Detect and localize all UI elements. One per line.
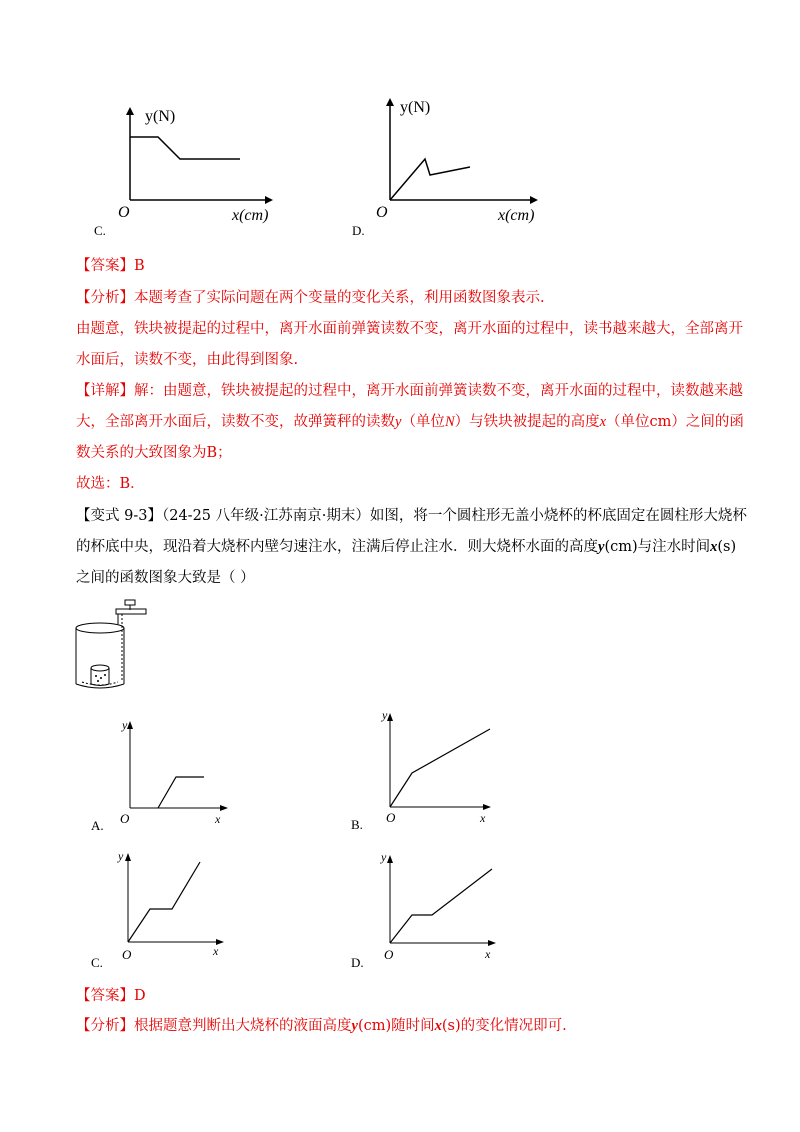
- question-line-3: 之间的函数图象大致是（ ）: [76, 570, 255, 586]
- x-axis-label: x(cm): [498, 207, 535, 224]
- var-x: x: [710, 539, 718, 555]
- detail-text: （单位cm）之间的函: [606, 414, 744, 430]
- x-axis-label: x: [213, 944, 219, 958]
- answer-line-2: [76, 986, 146, 1006]
- choice-line: 故选：B．: [76, 476, 145, 492]
- analysis-tag: 【分析】: [76, 290, 134, 306]
- y-axis-label: y: [118, 849, 124, 863]
- analysis-line-q2: [76, 1016, 567, 1036]
- option-label: D.: [352, 223, 365, 238]
- origin-label: O: [118, 204, 130, 221]
- analysis-line-3: 水面后，读数不变，由此得到图象.: [76, 352, 299, 368]
- y-axis-label: y: [381, 850, 387, 864]
- question-source: （24-25 八年级·江苏南京·期末）: [161, 508, 370, 524]
- origin-label: O: [120, 811, 130, 826]
- origin-label: O: [376, 204, 388, 221]
- answer-value: D: [134, 988, 146, 1004]
- var-n: N: [444, 414, 455, 430]
- question-line-1: [76, 506, 747, 526]
- option-label: C.: [94, 223, 106, 238]
- x-axis-label: x: [215, 812, 221, 826]
- question-text: (cm)与注水时间: [604, 539, 711, 555]
- graph-c-prev: [90, 95, 290, 245]
- analysis-text: 本题考查了实际问题在两个变量的变化关系，利用函数图象表示.: [134, 290, 545, 306]
- origin-label: O: [122, 947, 132, 962]
- y-axis-label: y(N): [145, 108, 176, 125]
- question-text: (s): [717, 539, 737, 555]
- analysis-text: (cm)随时间: [357, 1018, 435, 1034]
- origin-label: O: [384, 947, 394, 962]
- x-axis-label: x(cm): [232, 207, 269, 224]
- analysis-text: 根据题意判断出大烧杯的液面高度: [134, 1018, 352, 1034]
- detail-tag: 【详解】: [76, 383, 134, 399]
- detail-text: 大，全部离开水面后，读数不变，故弹簧秤的读数: [76, 414, 395, 430]
- x-axis-label: x: [480, 811, 486, 825]
- var-y: y: [351, 1018, 358, 1034]
- answer-tag: 【答案】: [76, 258, 134, 274]
- origin-label: O: [386, 810, 396, 825]
- detail-line-3: 数关系的大致图象为B；: [76, 445, 232, 461]
- question-tag: 【变式 9-3】: [76, 508, 162, 524]
- var-y: y: [395, 414, 402, 430]
- question-text: 如图，将一个圆柱形无盖小烧杯的杯底固定在圆柱形大烧杯: [369, 508, 747, 524]
- analysis-line-1: [76, 288, 545, 308]
- option-label: D.: [351, 955, 364, 970]
- y-axis-label: y: [122, 718, 128, 732]
- option-label: C.: [91, 955, 103, 970]
- var-y: y: [598, 539, 605, 555]
- analysis-tag: 【分析】: [76, 1018, 134, 1034]
- var-x: x: [599, 414, 607, 430]
- beaker-figure: [70, 596, 160, 696]
- option-label: A.: [91, 818, 104, 833]
- option-a-graph: [88, 715, 238, 835]
- detail-text: ）与铁块被提起的高度: [454, 414, 600, 430]
- question-text: 的杯底中央，现沿着大烧杯内壁匀速注水，注满后停止注水．则大烧杯水面的高度: [76, 539, 598, 555]
- analysis-line-2: 由题意，铁块被提起的过程中，离开水面前弹簧读数不变，离开水面的过程中，读书越来越大，全部离开: [76, 321, 743, 337]
- answer-tag: 【答案】: [76, 988, 134, 1004]
- graph-d-prev: [350, 88, 560, 246]
- detail-text: 解：由题意，铁块被提起的过程中，离开水面前弹簧读数不变，离开水面的过程中，读数越来越: [134, 383, 743, 399]
- answer-line-1: [76, 256, 145, 276]
- question-line-2: [76, 537, 736, 557]
- var-x: x: [434, 1018, 442, 1034]
- answer-value: B: [134, 258, 145, 274]
- option-d-graph: [348, 847, 508, 972]
- option-label: B.: [351, 817, 363, 832]
- detail-line-1: [76, 381, 743, 401]
- detail-text: （单位: [401, 414, 445, 430]
- y-axis-label: y: [382, 708, 388, 722]
- option-c-graph: [88, 847, 238, 972]
- detail-line-2: [76, 412, 744, 432]
- option-b-graph: [348, 705, 508, 833]
- x-axis-label: x: [485, 947, 491, 961]
- analysis-text: (s)的变化情况即可.: [441, 1018, 567, 1034]
- y-axis-label: y(N): [400, 99, 431, 116]
